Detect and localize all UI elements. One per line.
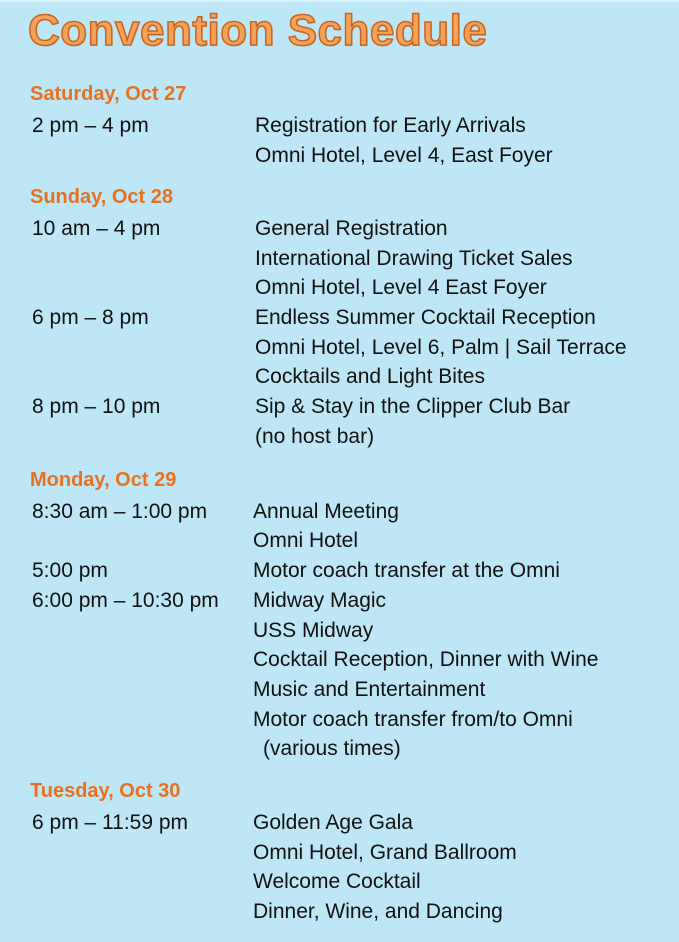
event-time: 5:00 pm [32,559,108,582]
schedule-row [0,645,679,675]
event-detail: Omni Hotel, Grand Ballroom [253,841,517,864]
page-title: Convention Schedule [28,6,488,55]
schedule-row [0,734,679,764]
event-detail: General Registration [255,217,448,240]
event-detail: Golden Age Gala [253,811,413,834]
event-detail: Midway Magic [253,589,387,612]
event-time: 8 pm – 10 pm [32,395,161,418]
schedule-row [0,838,679,868]
event-time: 10 am – 4 pm [32,217,161,240]
event-time: 6 pm – 8 pm [32,306,149,329]
event-detail: Omni Hotel [253,529,359,552]
day-heading-saturday: Saturday, Oct 27 [30,83,187,105]
schedule-row [0,392,679,422]
day-heading-tuesday: Tuesday, Oct 30 [30,780,181,802]
event-detail: Endless Summer Cocktail Reception [255,306,596,329]
event-time: 2 pm – 4 pm [32,114,149,137]
event-detail: Dinner, Wine, and Dancing [253,900,503,923]
event-detail: Motor coach transfer from/to Omni [253,708,573,731]
event-time: 6:00 pm – 10:30 pm [32,589,219,612]
event-time: 8:30 am – 1:00 pm [32,500,208,523]
event-detail: International Drawing Ticket Sales [255,247,573,270]
schedule-row [0,333,679,363]
schedule-row [0,586,679,616]
event-detail: Registration for Early Arrivals [255,114,526,137]
event-detail: Music and Entertainment [253,678,486,701]
schedule-row [0,616,679,646]
schedule-row [0,897,679,927]
event-detail: Cocktail Reception, Dinner with Wine [253,648,599,671]
schedule-row [0,808,679,838]
schedule-row [0,303,679,333]
event-detail: Welcome Cocktail [253,870,421,893]
event-detail: Annual Meeting [253,500,399,523]
schedule-row [0,244,679,274]
schedule-row [0,705,679,735]
schedule-row [0,675,679,705]
day-heading-monday: Monday, Oct 29 [30,469,177,491]
schedule-row [0,497,679,527]
event-detail: (no host bar) [255,425,375,448]
event-detail: (various times) [263,737,401,760]
schedule-row [0,273,679,303]
schedule-row [0,526,679,556]
schedule-row [0,141,679,171]
top-border [0,0,679,2]
schedule-row [0,556,679,586]
schedule-row [0,867,679,897]
schedule-row [0,422,679,452]
event-detail: Omni Hotel, Level 4, East Foyer [255,144,553,167]
schedule-row [0,111,679,141]
event-detail: Motor coach transfer at the Omni [253,559,560,582]
event-detail: Omni Hotel, Level 6, Palm | Sail Terrace [255,336,627,359]
event-detail: Omni Hotel, Level 4 East Foyer [255,276,547,299]
day-heading-sunday: Sunday, Oct 28 [30,186,174,208]
schedule-row [0,214,679,244]
event-detail: Cocktails and Light Bites [255,365,485,388]
event-time: 6 pm – 11:59 pm [32,811,189,834]
event-detail: Sip & Stay in the Clipper Club Bar [255,395,571,418]
event-detail: USS Midway [253,619,374,642]
schedule-row [0,362,679,392]
